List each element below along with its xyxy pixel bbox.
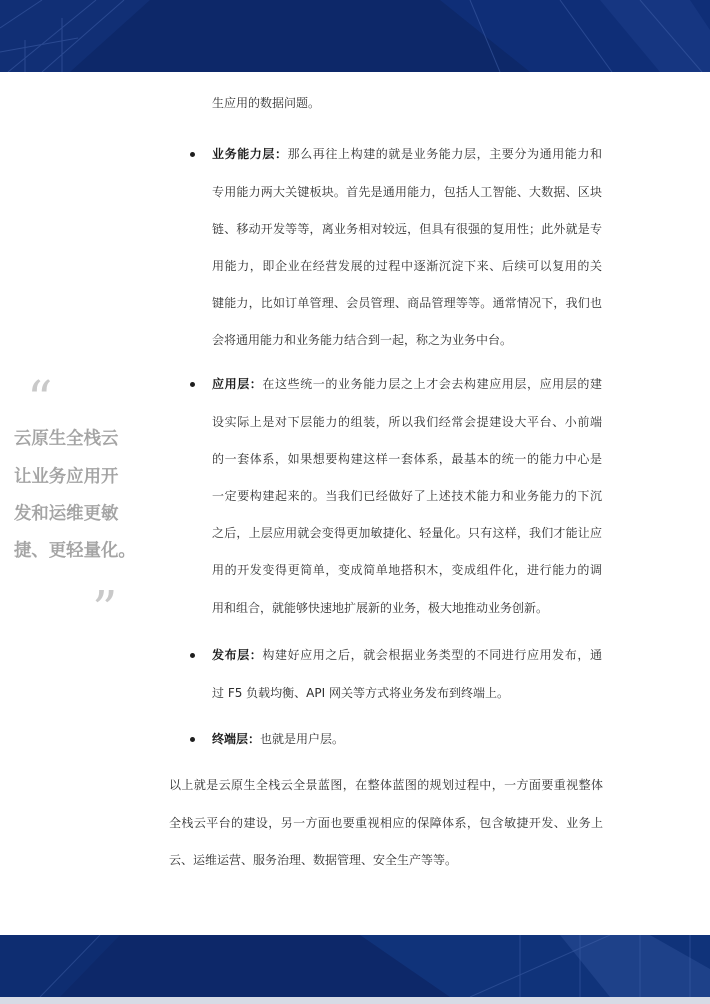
open-quote-mark: “ xyxy=(27,370,53,428)
text-line: 以上就是云原生全栈云全景蓝图，在整体蓝图的规划过程中，一方面要重视整体 xyxy=(169,778,603,793)
text-run: 也就是用户层。 xyxy=(260,732,345,747)
header-banner xyxy=(0,0,710,72)
text-run: 那么再往上构建的就是业务能力层，主要分为通用能力和 xyxy=(287,147,602,162)
text-line xyxy=(212,136,602,173)
layer-label: 发布层： xyxy=(212,648,263,663)
continuation-paragraph xyxy=(212,85,602,122)
close-quote-mark: ” xyxy=(92,580,118,638)
layer-label: 终端层： xyxy=(212,732,261,747)
layer-label: 业务能力层： xyxy=(212,147,288,162)
bullet-dot xyxy=(190,737,195,742)
text-line xyxy=(212,637,602,674)
text-line: 云、运维运营、服务治理、数据管理、安全生产等等。 xyxy=(169,852,458,867)
footer-banner-texture xyxy=(0,935,710,997)
bullet-dot xyxy=(190,152,195,157)
bullet-dot xyxy=(190,382,195,387)
text-line xyxy=(212,366,602,403)
text-line: 设实际上是对下层能力的组装，所以我们经常会提建设大平台、小前端 xyxy=(212,414,602,429)
text-line: 链、移动开发等等，离业务相对较远，但具有很强的复用性；此外就是专 xyxy=(212,221,602,236)
summary-paragraph xyxy=(169,767,603,879)
text-line: 生应用的数据问题。 xyxy=(212,96,321,111)
text-line: 用能力，即企业在经营发展的过程中逐渐沉淀下来、后续可以复用的关 xyxy=(212,258,602,273)
text-line: 之后，上层应用就会变得更加敏捷化、轻量化。只有这样，我们才能让应 xyxy=(212,526,602,541)
text-line: 专用能力两大关键板块。首先是通用能力，包括人工智能、大数据、区块 xyxy=(212,184,602,199)
text-line: 会将通用能力和业务能力结合到一起，称之为业务中台。 xyxy=(212,333,513,348)
pull-quote-line: 让业务应用开 xyxy=(14,466,119,487)
text-run: 构建好应用之后，就会根据业务类型的不同进行应用发布，通 xyxy=(262,648,602,663)
text-run: 在这些统一的业务能力层之上才会去构建应用层，应用层的建 xyxy=(262,377,602,392)
text-line xyxy=(212,721,602,758)
layer-item-release xyxy=(212,637,602,711)
text-line: 过 F5 负载均衡、API 网关等方式将业务发布到终端上。 xyxy=(212,685,509,700)
layer-label: 应用层： xyxy=(212,377,263,392)
text-line: 的一套体系，如果想要构建这样一套体系，最基本的统一的能力中心是 xyxy=(212,451,602,466)
bullet-dot xyxy=(190,653,195,658)
layer-item-application xyxy=(212,366,602,626)
footer-edge xyxy=(0,997,710,1004)
text-line: 一定要构建起来的。当我们已经做好了上述技术能力和业务能力的下沉 xyxy=(212,488,602,503)
header-banner-texture xyxy=(0,0,710,72)
pull-quote xyxy=(14,421,154,570)
pull-quote-line: 捷、更轻量化。 xyxy=(14,540,136,561)
text-line: 键能力，比如订单管理、会员管理、商品管理等等。通常情况下，我们也 xyxy=(212,296,602,311)
layer-item-business-capability xyxy=(212,136,602,359)
pull-quote-line: 发和运维更敏 xyxy=(14,503,119,524)
layer-item-terminal xyxy=(212,721,602,758)
text-line: 用的开发变得更简单，变成简单地搭积木，变成组件化，进行能力的调 xyxy=(212,563,602,578)
text-line: 用和组合，就能够快速地扩展新的业务，极大地推动业务创新。 xyxy=(212,600,549,615)
footer-banner xyxy=(0,935,710,997)
banner-glass-panel xyxy=(0,0,150,72)
banner-glass-panel xyxy=(0,935,120,997)
pull-quote-line: 云原生全栈云 xyxy=(14,429,119,450)
text-line: 全栈云平台的建设，另一方面也要重视相应的保障体系，包含敏捷开发、业务上 xyxy=(169,815,603,830)
